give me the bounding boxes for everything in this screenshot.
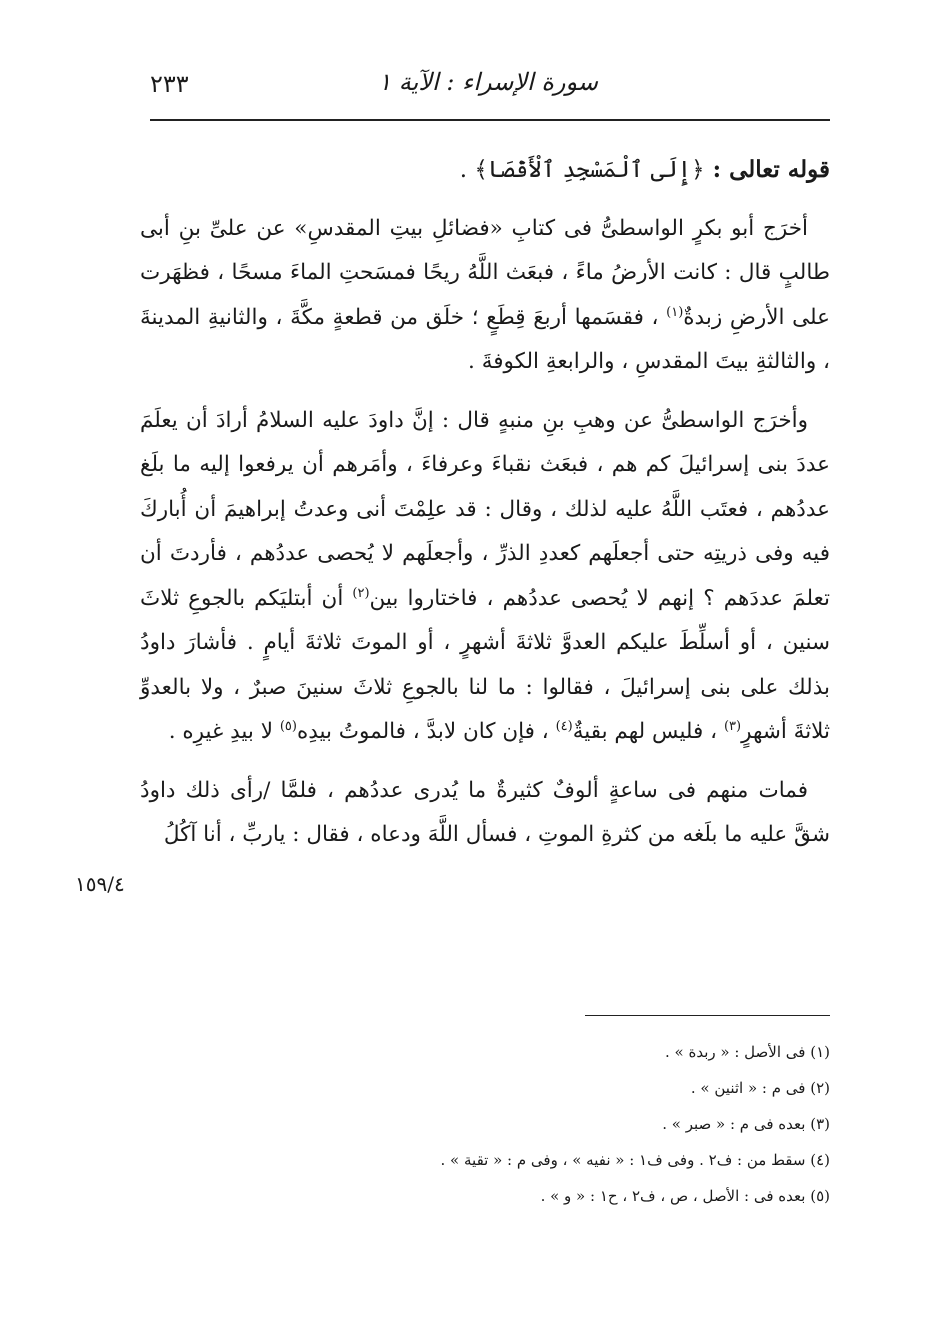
paragraph-text: وأخرَج الواسطىُّ عن وهبِ بنِ منبهٍ قال : إنَّ داودَ عليه السلامُ أرادَ أن يعلَمَ عددَ بنى إسرائيلَ كم هم ، فبعَث نقباءَ وعرفاءَ ، وأمَرهم أن يرفعوا إليه ما بلَغ عددُهم ، فعتَب اللَّهُ عليه لذلك ، وقال : قد علِمْتَ أنى وعدتُ إبراهيمَ أن أُباركَ فيه وفى ذريتِه حتى أجعلَهم كعددِ الذرِّ ، وأجعلَهم لا يُحصى عددُهم ، فأردتَ أن تعلمَ عددَهم ؟ إنهم لا يُحصى عددُهم ، فاختاروا بين xyxy=(140,407,830,611)
header-rule xyxy=(150,119,830,121)
paragraph-text: ، فليس لهم بقيةٌ xyxy=(572,719,724,744)
footnote-ref-3[interactable]: (٣) xyxy=(723,718,742,734)
footnote-4: (٤) سقط من : ف٢ . وفى ف١ : « نفيه » ، وفى م : « تقية » . xyxy=(440,1151,830,1169)
margin-page-reference: ١٥٩/٤ xyxy=(75,872,125,896)
main-text xyxy=(140,140,830,872)
running-title: سورة الإسراء : الآية ١ xyxy=(378,68,598,96)
footnotes xyxy=(140,1034,830,1214)
paragraph-text: فمات منهم فى ساعةٍ ألوفٌ كثيرةٌ ما يُدرى عددُهم ، فلمَّا /رأى ذلك داودُ شقَّ عليه ما بلَغه من كثرةِ الموتِ ، فسأل اللَّهَ ودعاه ، فقال : ياربِّ ، أنا آكُلُ xyxy=(140,777,830,847)
footnote-rule xyxy=(585,1015,830,1016)
quran-verse: ﴿إِلَى ٱلْمَسْجِدِ ٱلْأَقْصَا﴾ . xyxy=(459,157,705,183)
paragraph-1 xyxy=(140,207,830,385)
paragraph-text: أخرَج أبو بكرٍ الواسطىُّ فى كتابِ «فضائلِ بيتِ المقدسِ» عن علىِّ بنِ أبى طالبٍ قال : كانت الأرضُ ماءً ، فبعَث اللَّهُ ريحًا فمسَحتِ الماءَ مسحًا ، فظهَرت على الأرضِ زبدةٌ xyxy=(140,215,830,330)
footnote-5: (٥) بعده فى : الأصل ، ص ، ف٢ ، ح١ : « و » . xyxy=(540,1187,830,1205)
verse-heading-label: قوله تعالى : xyxy=(712,156,830,183)
footnote-ref-2[interactable]: (٢) xyxy=(352,585,370,601)
paragraph-text: أن أبتليَكم بالجوعِ ثلاثَ سنين ، أو أسلِّطَ عليكم العدوَّ ثلاثةَ أشهرٍ ، أو الموتَ ثلاثةَ أيامٍ . فأشارَ داودُ بذلك على بنى إسرائيلَ ، فقالوا : ما لنا بالجوعِ ثلاثَ سنينَ صبرٌ ، ولا بالعدوِّ ثلاثةَ أشهرٍ xyxy=(140,585,830,744)
paragraph-text: لا بيدِ غيرِه . xyxy=(168,719,280,744)
footnote-ref-1[interactable]: (١) xyxy=(666,304,684,320)
footnote-2: (٢) فى م : « اثنين » . xyxy=(690,1079,830,1097)
page-number: ٢٣٣ xyxy=(150,70,189,98)
page-header xyxy=(150,62,830,112)
paragraph-3 xyxy=(140,769,830,858)
footnote-ref-5[interactable]: (٥) xyxy=(279,718,297,734)
paragraph-2 xyxy=(140,399,830,755)
footnote-ref-4[interactable]: (٤) xyxy=(555,718,573,734)
verse-heading xyxy=(140,148,830,193)
footnote-3: (٣) بعده فى م : « صبر » . xyxy=(662,1115,830,1133)
paragraph-text: ، فإن كان لابدَّ ، فالموتُ بيدِه xyxy=(296,719,556,744)
paragraph-text: ، فقسَمها أربعَ قِطَعٍ ؛ خلَق من قطعةٍ مكَّةَ ، والثانيةِ المدينةَ ، والثالثةِ بيتَ المقدسِ ، والرابعةِ الكوفةَ . xyxy=(140,304,830,374)
footnote-1: (١) فى الأصل : « ربدة » . xyxy=(665,1043,830,1061)
